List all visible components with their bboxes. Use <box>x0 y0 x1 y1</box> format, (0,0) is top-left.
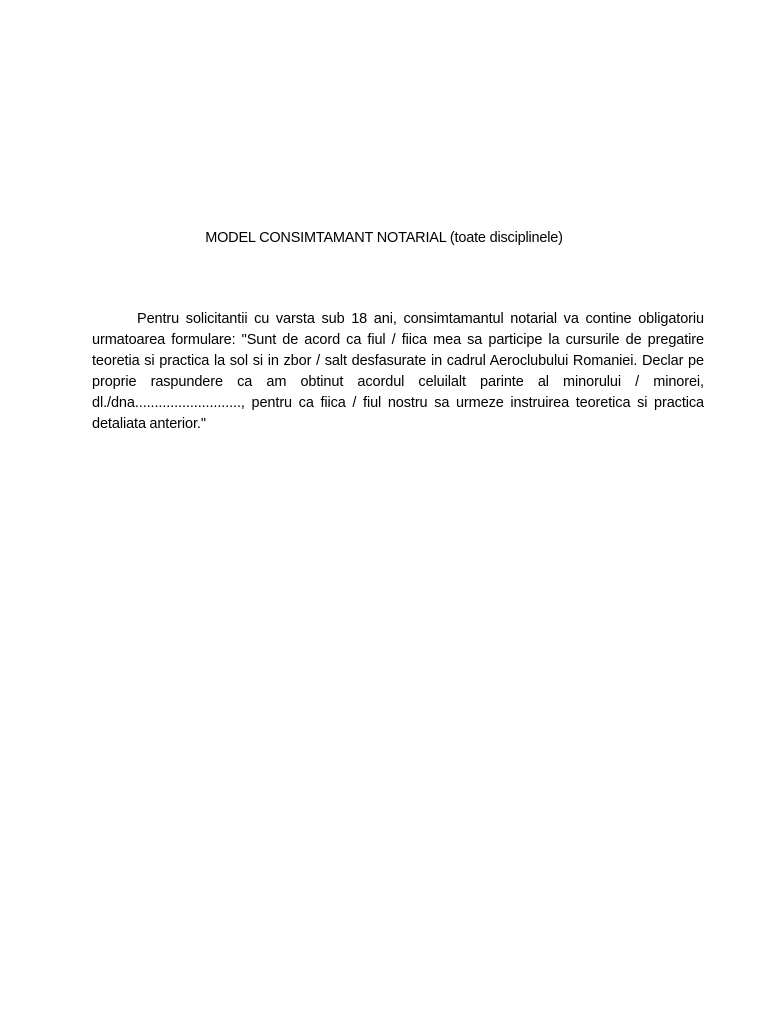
document-title: MODEL CONSIMTAMANT NOTARIAL (toate disciplinele) <box>205 230 563 246</box>
document-body-paragraph: Pentru solicitantii cu varsta sub 18 ani, consimtamantul notarial va contine obligatoriu urmatoarea formulare: "Sunt de acord ca fiul / fiica mea sa participe la cursurile de pregatire teoretia si practica la sol si in zbor / salt desfasurate in cadrul Aeroclubului Romaniei. Declar pe proprie raspundere ca am obtinut acordul celuilalt parinte al minorului / minorei, dl./dna..........................., pentru ca fiica / fiul nostru sa urmeze instruirea teoretica si practica detaliata anterior." <box>92 311 704 432</box>
